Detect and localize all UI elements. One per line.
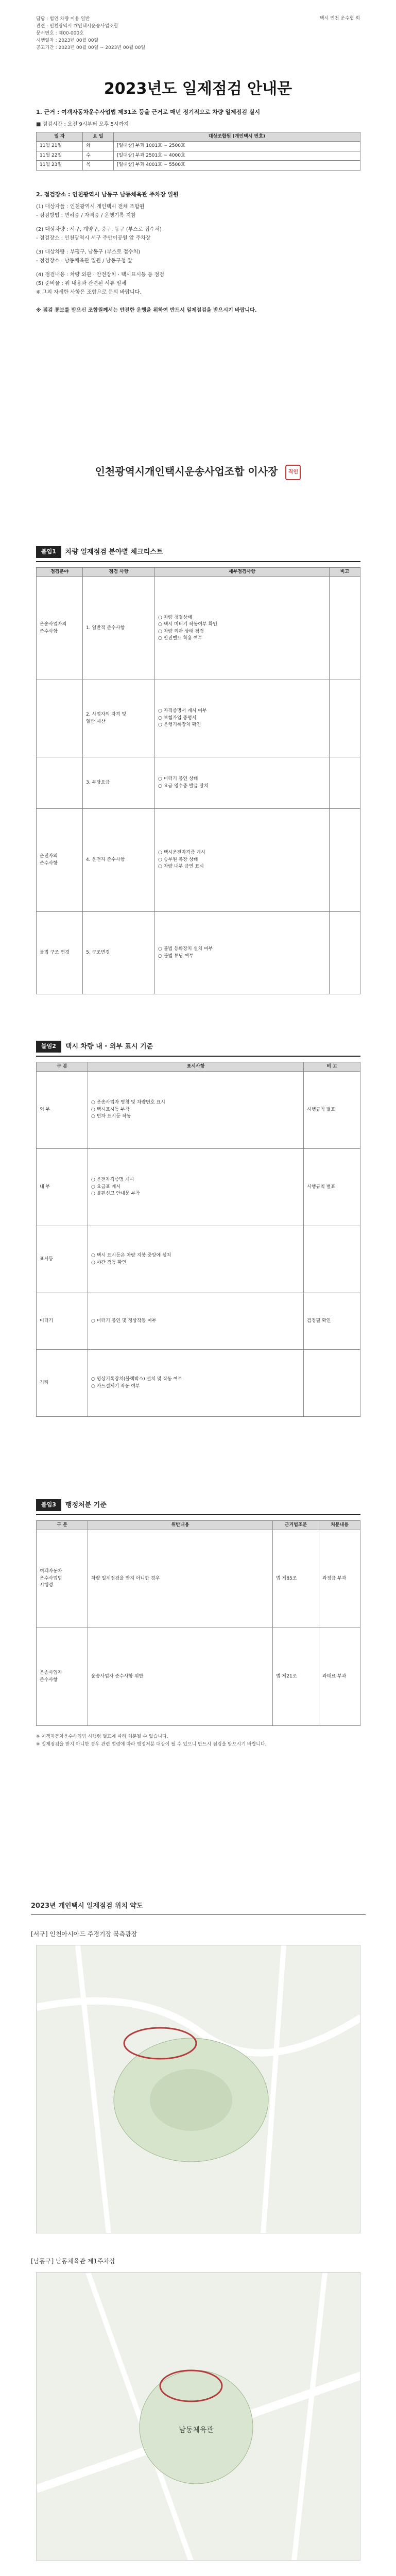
table-cell: ○ 불법 등화장치 설치 여부 ○ 불법 튜닝 여부 — [155, 912, 330, 994]
table-row — [37, 1226, 360, 1293]
table-cell: 운송사업자의 준수사항 — [37, 577, 83, 680]
table-row — [37, 1628, 360, 1726]
table-cell: ○ 미터기 봉인 상태 ○ 요금 영수증 발급 장치 — [155, 757, 330, 809]
meta-line: 문서번호 : 제00-000호 — [36, 31, 84, 36]
map-caption: [서구] 인천아시아드 주경기장 북측광장 — [31, 1930, 137, 1938]
map-label: 남동체육관 — [179, 2426, 214, 2434]
attachment-3 — [36, 1499, 360, 1749]
map-section-title: 2023년 개인택시 일제점검 위치 약도 — [31, 1902, 143, 1910]
table-cell — [330, 809, 360, 912]
table-cell: 내 부 — [37, 1149, 88, 1226]
detail-line: (1) 대상자들 : 인천광역시 개인택시 전체 조합원 — [36, 204, 145, 210]
table-cell: 법 제85조 — [273, 1530, 319, 1628]
table-cell: 법 제21조 — [273, 1628, 319, 1726]
attachment-2 — [36, 1041, 360, 1417]
table-row — [37, 1149, 360, 1226]
detail-line: ※ 그외 자세한 사항은 조합으로 문의 바랍니다. — [36, 289, 142, 295]
table-cell: 수 — [83, 151, 114, 161]
footnote: ※ 일제점검을 받지 아니한 경우 관련 법령에 따라 행정처분 대상이 될 수 있으니 반드시 점검을 받으시기 바랍니다. — [36, 1742, 267, 1747]
table-cell: 시행규칙 별표 — [304, 1149, 360, 1226]
table-cell: ○ 택시 표시등은 차량 지붕 중앙에 설치 ○ 야간 점등 확인 — [88, 1226, 304, 1293]
table-header: 일 자 — [37, 132, 83, 142]
page-title: 2023년도 일제점검 안내문 — [104, 80, 292, 98]
attachment-title: 차량 일제점검 분야별 체크리스트 — [65, 548, 163, 556]
schedule-table — [36, 132, 360, 171]
table-row — [37, 809, 360, 912]
map-namdong — [36, 2272, 360, 2561]
table-cell: ○ 차량 청결상태 ○ 택시 미터기 작동여부 확인 ○ 차량 외관 상태 점검 ○ 안전벨트 착용 여부 — [155, 577, 330, 680]
marking-table — [36, 1062, 360, 1417]
notice-line: ※ 점검 통보를 받으신 조합원께서는 안전한 운행을 위하여 반드시 일제점검을 받으시기 바랍니다. — [36, 307, 257, 313]
table-cell: 불법 구조 변경 — [37, 912, 83, 994]
attachment-tag: 붙임1 — [36, 546, 61, 558]
meta-line: 공고기간 : 2023년 00월 00일 ~ 2023년 00월 00일 — [36, 45, 146, 50]
table-cell: 3. 부당요금 — [83, 757, 155, 809]
table-cell: 운송사업자 준수사항 위반 — [88, 1628, 273, 1726]
table-cell: 11월 23일 — [37, 161, 83, 171]
detail-line: - 점검방법 : 면허증 / 자격증 / 운행기록 지참 — [36, 212, 136, 218]
table-cell — [304, 1226, 360, 1293]
table-cell: 검정필 확인 — [304, 1293, 360, 1350]
table-cell: 화 — [83, 142, 114, 151]
section-heading: 1. 근거 : 여객자동차운수사업법 제31조 등을 근거로 매년 정기적으로 차량 일제점검 실시 — [36, 109, 260, 115]
attachment-header — [36, 1499, 360, 1515]
table-cell: 기타 — [37, 1350, 88, 1417]
table-cell: 미터기 — [37, 1293, 88, 1350]
signature — [0, 464, 396, 480]
table-cell: 목 — [83, 161, 114, 171]
table-cell — [37, 757, 83, 809]
table-row — [37, 142, 360, 151]
detail-line: - 점검장소 : 인천광역시 서구 주안이공원 앞 주차장 — [36, 235, 151, 241]
table-row — [37, 680, 360, 757]
table-row — [37, 161, 360, 171]
table-cell — [330, 757, 360, 809]
table-cell — [330, 680, 360, 757]
table-cell: ○ 자격증명서 게시 여부 ○ 보험가입 증명서 ○ 운행기록장치 확인 — [155, 680, 330, 757]
map-namdong-drawing — [37, 2273, 360, 2561]
table-cell: 과태료 부과 — [319, 1628, 360, 1726]
table-cell — [304, 1350, 360, 1417]
table-row — [37, 1072, 360, 1149]
table-cell: ○ 운송사업자 명칭 및 차량번호 표시 ○ 택시표시등 부착 ○ 빈차 표시등 작동 — [88, 1072, 304, 1149]
detail-line: - 점검장소 : 남동체육관 일원 / 남동구청 앞 — [36, 258, 133, 264]
table-cell: 2. 사업자의 자격 및 일반 재산 — [83, 680, 155, 757]
section-basis — [36, 108, 360, 171]
table-cell: 차량 일제점검을 받지 아니한 경우 — [88, 1530, 273, 1628]
table-cell — [330, 577, 360, 680]
section-details — [36, 191, 360, 315]
table-cell: 5. 구조변경 — [83, 912, 155, 994]
table-header: 표시사항 — [88, 1062, 304, 1072]
section-sub: ■ 점검시간 : 오전 9시부터 오후 5시까지 — [36, 121, 129, 127]
map-seogu — [36, 1945, 360, 2233]
table-cell: [일대상] 부과 2501호 ~ 4000호 — [114, 151, 360, 161]
attachment-header — [36, 1041, 360, 1057]
table-header: 처분내용 — [319, 1520, 360, 1530]
meta-line: 담당 : 법인 차량 이용 일반 — [36, 16, 90, 22]
table-cell: ○ 택시운전자격증 게시 ○ 승무원 복장 상태 ○ 차량 내부 금연 표시 — [155, 809, 330, 912]
table-cell: [일대상] 부과 1001호 ~ 2500호 — [114, 142, 360, 151]
detail-line: (5) 준비물 : 위 내용과 관련된 서류 일체 — [36, 280, 127, 286]
table-cell — [330, 912, 360, 994]
table-cell: 11월 21일 — [37, 142, 83, 151]
detail-line: (4) 점검내용 : 차량 외관 · 안전장치 · 택시표시등 등 점검 — [36, 272, 164, 278]
table-header: 비고 — [330, 567, 360, 577]
table-header: 점검분야 — [37, 567, 83, 577]
table-header: 구 분 — [37, 1062, 88, 1072]
attachment-header — [36, 546, 360, 562]
table-cell: ○ 영상기록장치(블랙박스) 설치 및 작동 여부 ○ 카드결제기 작동 여부 — [88, 1350, 304, 1417]
table-cell: [일대상] 부과 4001호 ~ 5500호 — [114, 161, 360, 171]
table-row — [37, 1350, 360, 1417]
table-header: 비 고 — [304, 1062, 360, 1072]
table-header: 세부점검사항 — [155, 567, 330, 577]
signature-text: 인천광역시개인택시운송사업조합 이사장 — [95, 465, 278, 478]
meta-line: 시행일자 : 2023년 00월 00일 — [36, 38, 99, 43]
map-caption: [남동구] 남동체육관 제1주차장 — [31, 2258, 115, 2265]
document-meta — [36, 15, 145, 52]
table-cell: 표시등 — [37, 1226, 88, 1293]
table-cell: 운송사업자 준수사항 — [37, 1628, 88, 1726]
detail-line: (3) 대상차량 : 부평구, 남동구 (부스로 접수처) — [36, 249, 141, 255]
penalty-table — [36, 1520, 360, 1726]
table-row — [37, 577, 360, 680]
table-cell: 시행규칙 별표 — [304, 1072, 360, 1149]
attachment-1 — [36, 546, 360, 994]
attachment-tag: 붙임3 — [36, 1499, 61, 1511]
table-header: 위반내용 — [88, 1520, 273, 1530]
attachment-tag: 붙임2 — [36, 1041, 61, 1053]
table-cell: 운전자의 준수사항 — [37, 809, 83, 912]
section-heading: 2. 점검장소 : 인천광역시 남동구 남동체육관 주차장 일원 — [36, 191, 179, 198]
table-header: 점검 사항 — [83, 567, 155, 577]
checklist-table — [36, 567, 360, 995]
attachment-title: 행정처분 기준 — [65, 1501, 107, 1509]
table-cell: ○ 운전자격증명 게시 ○ 요금표 게시 ○ 불편신고 안내문 부착 — [88, 1149, 304, 1226]
table-cell: 과징금 부과 — [319, 1530, 360, 1628]
seal-stamp: 직인 — [285, 465, 301, 480]
attachment-title: 택시 차량 내 · 외부 표시 기준 — [65, 1042, 153, 1050]
table-row — [37, 1530, 360, 1628]
table-row — [37, 912, 360, 994]
map-seogu-drawing — [37, 1945, 360, 2233]
detail-line: (2) 대상차량 : 서구, 계양구, 중구, 동구 (부스로 접수처) — [36, 226, 162, 232]
table-header: 요 일 — [83, 132, 114, 142]
table-header: 대상조합원 (개인택시 번호) — [114, 132, 360, 142]
table-cell: 1. 일반적 준수사항 — [83, 577, 155, 680]
meta-right: 택시 인천 운수협 회 — [319, 16, 360, 21]
table-cell: 여객자동차 운수사업법 시행령 — [37, 1530, 88, 1628]
footnote: ※ 여객자동차운수사업법 시행령 별표에 따라 처분될 수 있습니다. — [36, 1734, 168, 1739]
table-header: 구 분 — [37, 1520, 88, 1530]
table-header: 근거법조문 — [273, 1520, 319, 1530]
table-cell: 11월 22일 — [37, 151, 83, 161]
table-row — [37, 757, 360, 809]
table-cell: 외 부 — [37, 1072, 88, 1149]
meta-line: 관련 : 인천광역시 개인택시운송사업조합 — [36, 24, 118, 29]
table-row — [37, 1293, 360, 1350]
table-cell — [37, 680, 83, 757]
table-cell: 4. 운전자 준수사항 — [83, 809, 155, 912]
table-cell: ○ 미터기 봉인 및 정상작동 여부 — [88, 1293, 304, 1350]
table-row — [37, 151, 360, 161]
